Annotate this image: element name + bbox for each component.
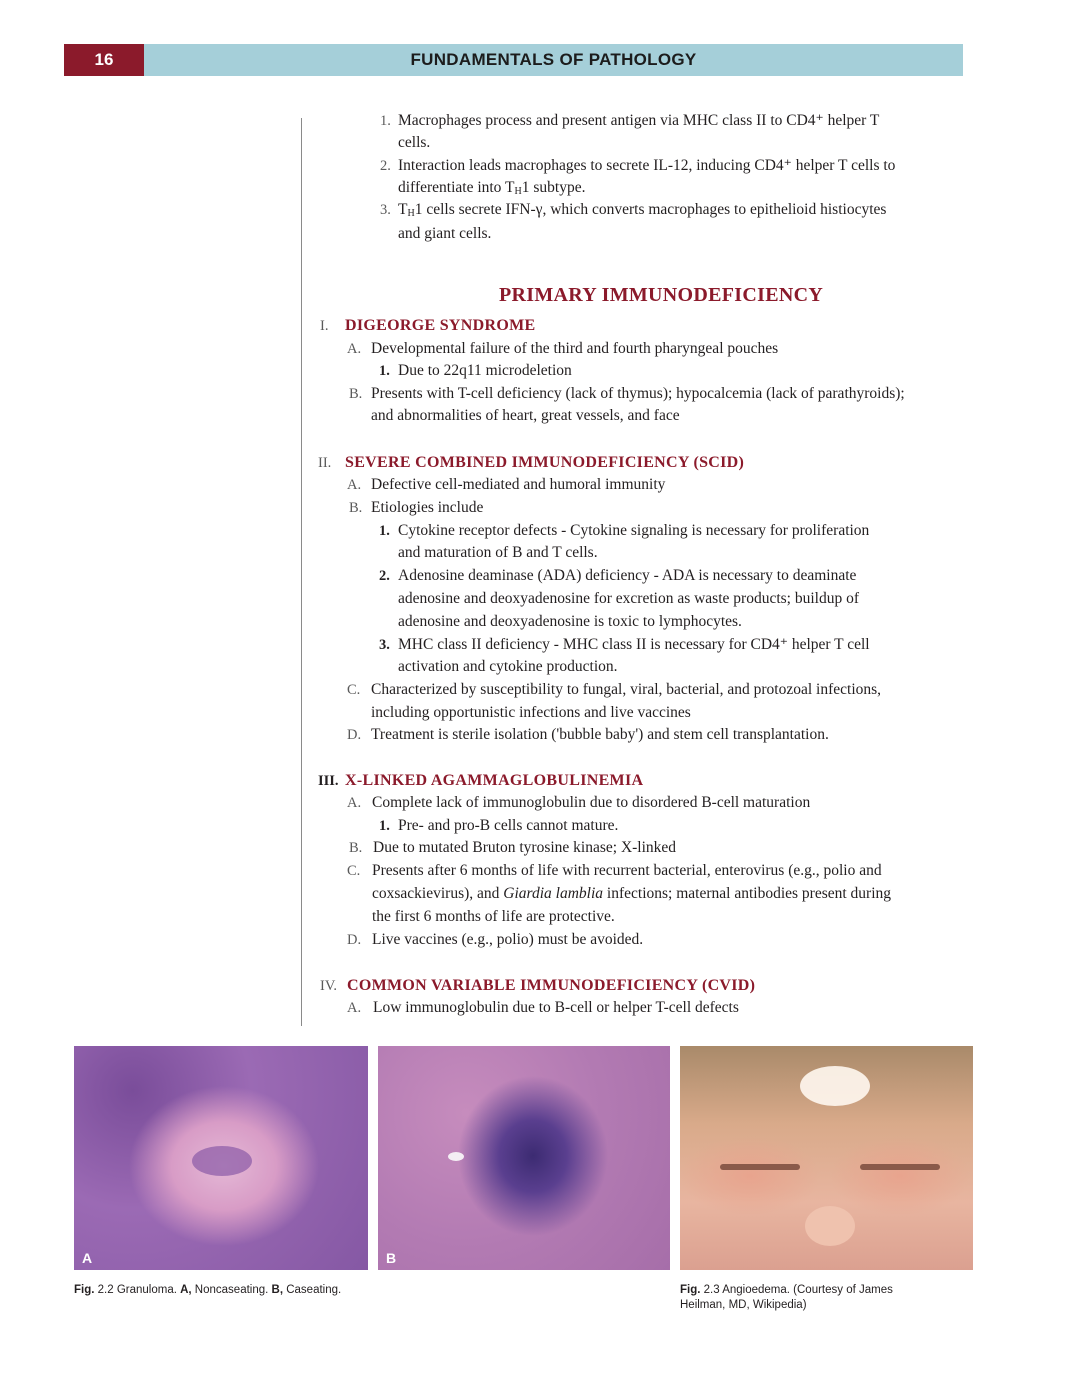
item-text: Presents with T-cell deficiency (lack of thymus); hypocalcemia (lack of parathyroids); bbox=[371, 385, 905, 402]
item-text: including opportunistic infections and live vaccines bbox=[371, 704, 691, 721]
item-label: A. bbox=[347, 477, 362, 493]
item-text: Treatment is sterile isolation ('bubble baby') and stem cell transplantation. bbox=[371, 726, 829, 743]
granuloma-noncaseating-image bbox=[74, 1046, 368, 1270]
swollen-eye-left bbox=[720, 1164, 800, 1170]
item-text: Cytokine receptor defects - Cytokine signaling is necessary for proliferation bbox=[398, 522, 870, 539]
list-number: 3. bbox=[380, 202, 391, 218]
list-number: 1. bbox=[380, 113, 391, 129]
item-text: the first 6 months of life are protective. bbox=[372, 908, 615, 925]
list-item-text: Interaction leads macrophages to secrete IL-12, inducing CD4⁺ helper T cells to bbox=[398, 157, 896, 174]
item-label: 1. bbox=[379, 523, 390, 539]
book-title: FUNDAMENTALS OF PATHOLOGY bbox=[410, 50, 697, 69]
item-text: Characterized by susceptibility to fungal, viral, bacterial, and protozoal infections, bbox=[371, 681, 882, 698]
subsection-heading: COMMON VARIABLE IMMUNODEFICIENCY (CVID) bbox=[347, 977, 756, 994]
granuloma-caseating-image bbox=[378, 1046, 670, 1270]
item-label: A. bbox=[347, 1000, 362, 1016]
item-text: and maturation of B and T cells. bbox=[398, 544, 598, 561]
roman-numeral: I. bbox=[320, 318, 329, 334]
item-label: D. bbox=[347, 932, 362, 948]
item-label: 1. bbox=[379, 818, 390, 834]
item-text: adenosine and deoxyadenosine is toxic to lymphocytes. bbox=[398, 613, 742, 630]
item-text: adenosine and deoxyadenosine for excretion as waste products; buildup of bbox=[398, 590, 859, 607]
item-text: MHC class II deficiency - MHC class II is necessary for CD4⁺ helper T cell bbox=[398, 636, 870, 653]
page-number: 16 bbox=[64, 44, 144, 76]
column-rule bbox=[301, 118, 302, 1026]
angioedema-photo bbox=[680, 1046, 973, 1270]
figure-caption-2-3: Fig. 2.3 Angioedema. (Courtesy of James Heilman, MD, Wikipedia) bbox=[680, 1284, 893, 1311]
item-text: Due to mutated Bruton tyrosine kinase; X-linked bbox=[373, 839, 677, 856]
list-item-text: cells. bbox=[398, 134, 431, 151]
list-item-text: and giant cells. bbox=[398, 225, 492, 242]
item-label: A. bbox=[347, 795, 362, 811]
item-text: Developmental failure of the third and fourth pharyngeal pouches bbox=[371, 340, 779, 357]
item-text: Presents after 6 months of life with recurrent bacterial, enterovirus (e.g., polio and bbox=[372, 862, 882, 879]
item-text: Etiologies include bbox=[371, 499, 484, 516]
roman-numeral: III. bbox=[318, 773, 339, 789]
giant-cell bbox=[192, 1146, 252, 1176]
subsection-heading: X-LINKED AGAMMAGLOBULINEMIA bbox=[345, 772, 644, 789]
list-item-text: $T_H1$ cells secrete IFN-γ, which converts macrophages to epithelioid histiocytes bbox=[398, 201, 887, 219]
item-label: B. bbox=[349, 500, 363, 516]
item-text: Pre- and pro-B cells cannot mature. bbox=[398, 817, 619, 834]
item-text: Due to 22q11 microdeletion bbox=[398, 362, 572, 379]
section-title: PRIMARY IMMUNODEFICIENCY bbox=[499, 284, 824, 306]
item-label: B. bbox=[349, 840, 363, 856]
swollen-eye-right bbox=[860, 1164, 940, 1170]
list-item-text: differentiate into $T_H1$ subtype. bbox=[398, 179, 586, 197]
item-text: activation and cytokine production. bbox=[398, 658, 618, 675]
item-text: Adenosine deaminase (ADA) deficiency - ADA is necessary to deaminate bbox=[398, 567, 857, 584]
roman-numeral: IV. bbox=[320, 978, 338, 994]
item-text: Complete lack of immunoglobulin due to disordered B-cell maturation bbox=[372, 794, 811, 811]
forehead-highlight bbox=[800, 1066, 870, 1106]
subsection-heading: SEVERE COMBINED IMMUNODEFICIENCY (SCID) bbox=[345, 454, 745, 471]
item-label: C. bbox=[347, 863, 361, 879]
nose bbox=[805, 1206, 855, 1246]
list-number: 2. bbox=[380, 158, 391, 174]
page-header bbox=[64, 44, 963, 76]
item-text: and abnormalities of heart, great vessels, and face bbox=[371, 407, 680, 424]
roman-numeral: II. bbox=[318, 455, 332, 471]
item-label: 1. bbox=[379, 363, 390, 379]
caseous-spot bbox=[448, 1152, 464, 1161]
item-text: Defective cell-mediated and humoral immunity bbox=[371, 476, 666, 493]
item-text: coxsackievirus), and Giardia lamblia infections; maternal antibodies present during bbox=[372, 885, 892, 902]
panel-label-a: A bbox=[82, 1250, 93, 1266]
panel-label-b: B bbox=[386, 1250, 397, 1266]
figure-caption-2-2: Fig. 2.2 Granuloma. A, Noncaseating. B, Caseating. bbox=[74, 1284, 342, 1296]
item-label: C. bbox=[347, 682, 361, 698]
item-label: D. bbox=[347, 727, 362, 743]
item-label: A. bbox=[347, 341, 362, 357]
item-label: B. bbox=[349, 386, 363, 402]
item-label: 3. bbox=[379, 637, 390, 653]
item-label: 2. bbox=[379, 568, 390, 584]
item-text: Live vaccines (e.g., polio) must be avoided. bbox=[372, 931, 644, 948]
list-item-text: Macrophages process and present antigen via MHC class II to CD4⁺ helper T bbox=[398, 112, 880, 129]
subsection-heading: DIGEORGE SYNDROME bbox=[345, 317, 536, 334]
item-text: Low immunoglobulin due to B-cell or helper T-cell defects bbox=[373, 999, 739, 1016]
